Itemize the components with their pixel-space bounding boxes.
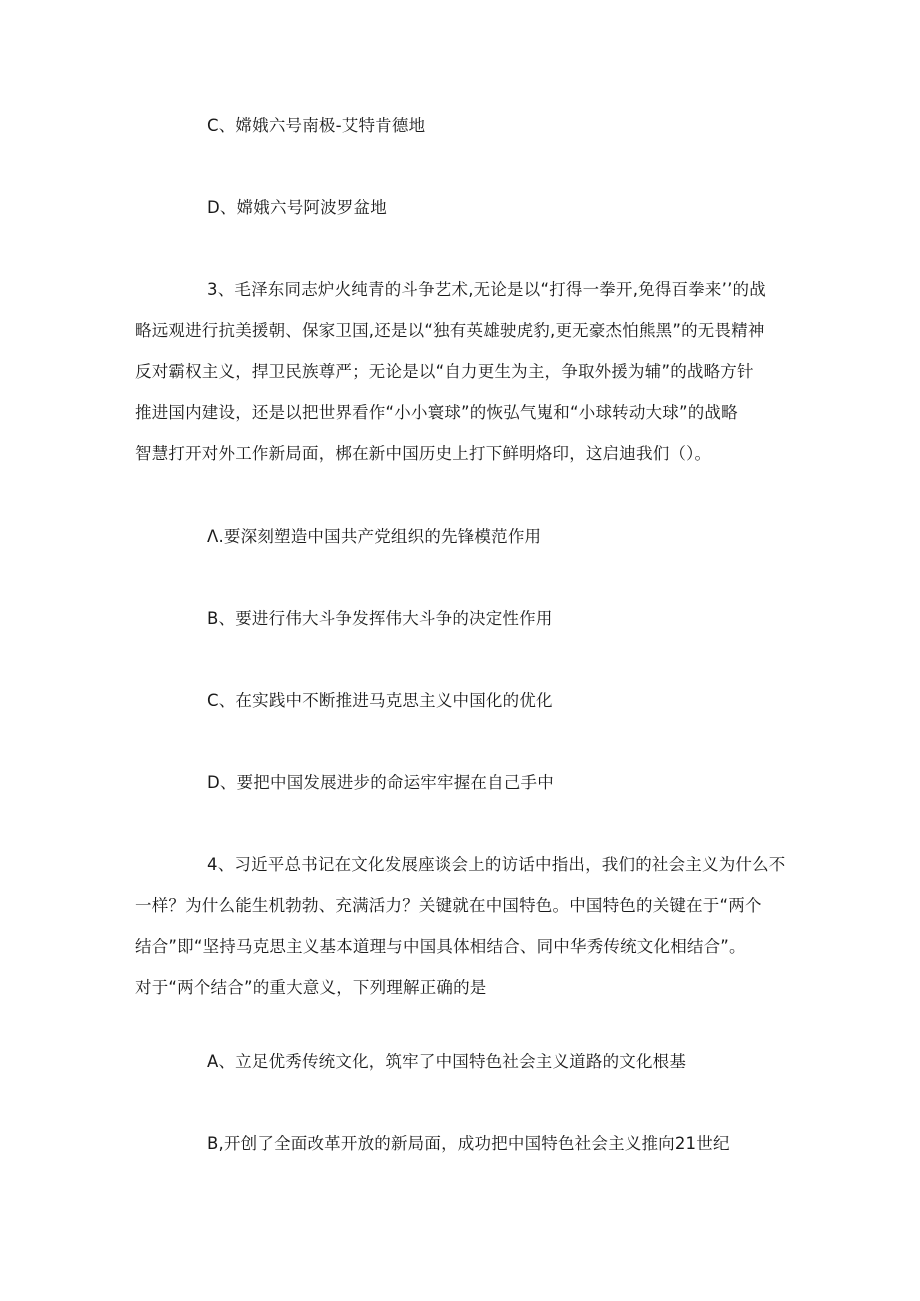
question-3-line-5: 智慧打开对外工作新局面，梆在新中国历史上打下鲜明烙印，这启迪我们（）。 [135,444,712,463]
question-3-option-b: B、要进行伟大斗争发挥伟大斗争的决定性作用 [207,609,553,628]
question-3-option-d: D、要把中国发展进步的命运牢牢握在自己手中 [207,773,554,792]
question-4-option-b: B,开创了全面改革开放的新局面，成功把中国特色社会主义推向21世纪 [207,1134,730,1153]
option-c-prev: C、嫦娥六号南极-艾特肯德地 [207,116,426,135]
question-3-option-a: Λ.要深刻塑造中国共产党组织的先锋模范作用 [207,527,542,546]
question-4-line-3: 结合”即“坚持马克思主义基本道理与中国具体相结合、同中华秀传统文化相结合”。 [135,937,746,956]
question-4-line-2: 一样？为什么能生机勃勃、充满活力？关键就在中国特色。中国特色的关键在于“两个 [135,896,762,915]
question-3-line-2: 略远观进行抗美援朝、保家卫国,还是以“独有英雄驶虎豹,更无豪杰怕熊黑”的无畏精神 [135,321,765,340]
question-4-option-a: A、立足优秀传统文化，筑牢了中国特色社会主义道路的文化根基 [207,1052,687,1071]
question-3-line-4: 推进国内建设，还是以把世界看作“小小寰球”的恢弘气嵬和“小球转动大球”的战略 [135,403,738,422]
question-4-line-4: 对于“两个结合”的重大意义，下列理解正确的是 [135,978,487,997]
question-3-line-3: 反对霸权主义，捍卫民族尊严；无论是以“自力更生为主，争取外援为辅”的战略方针 [135,362,754,381]
question-3-option-c: C、在实践中不断推进马克思主义中国化的优化 [207,691,553,710]
question-3-line-1: 3、毛泽东同志炉火纯青的斗争艺术,无论是以“打得一拳开,免得百拳来’’的战 [207,280,766,299]
option-d-prev: D、嫦娥六号阿波罗盆地 [207,198,387,217]
question-4-line-1: 4、习近平总书记在文化发展座谈会上的访话中指出，我们的社会主义为什么不 [207,855,786,874]
